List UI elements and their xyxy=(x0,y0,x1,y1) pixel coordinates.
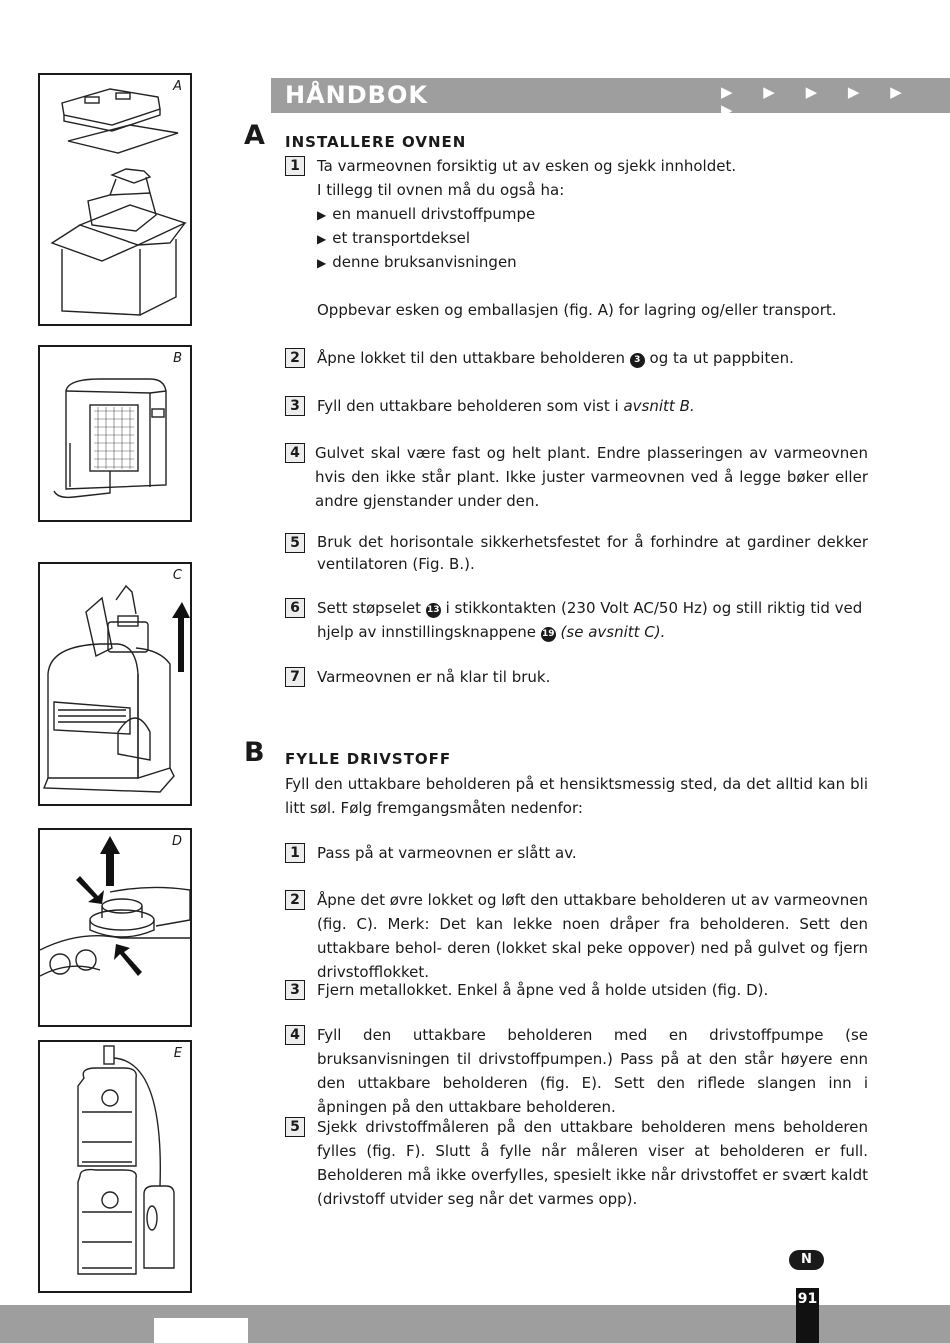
language-badge: N xyxy=(789,1250,824,1270)
step-number: 2 xyxy=(285,890,305,910)
fuel-pump-tanks-illustration xyxy=(40,1042,190,1291)
header-bar xyxy=(271,78,950,119)
step-text xyxy=(317,596,877,644)
page-title: HÅNDBOK xyxy=(285,81,428,109)
page-number: 91 xyxy=(796,1288,819,1343)
box-unpacking-illustration xyxy=(40,75,190,324)
step-number: 5 xyxy=(285,1117,305,1137)
step-number: 7 xyxy=(285,667,305,687)
figure-letter: C xyxy=(172,568,182,583)
step-number: 3 xyxy=(285,396,305,416)
figure-a xyxy=(38,73,192,326)
figure-c xyxy=(38,562,192,806)
figure-e xyxy=(38,1040,192,1293)
figure-b xyxy=(38,345,192,522)
bullet-item: ▶ denne bruksanvisningen xyxy=(317,250,517,275)
step-text: Sjekk drivstoffmåleren på den uttakbare beholderen mens beholderen fylles (fig. F). Slutt å fylle når måleren viser at beholderen er full. Beholderen må ikke overfylles, spesielt ikke når drivstoffet er svært kaldt (drivstoff utvider seg når det varmes opp). xyxy=(317,1118,868,1208)
ref-number-icon: 13 xyxy=(426,603,441,618)
step-text: Pass på at varmeovnen er slått av. xyxy=(317,844,577,862)
cap-removal-illustration xyxy=(40,830,190,1025)
heater-rear-view-illustration xyxy=(40,347,190,520)
step-text-part: Sett støpselet xyxy=(317,599,421,617)
section-reference: (se avsnitt C). xyxy=(560,623,666,641)
figure-letter: D xyxy=(171,834,182,849)
step-text xyxy=(317,394,877,418)
tank-removal-illustration xyxy=(40,564,190,804)
ref-number-icon: 19 xyxy=(541,627,556,642)
section-reference: avsnitt B. xyxy=(623,397,695,415)
step-text: Fyll den uttakbare beholderen med en drivstoffpumpe (se bruksanvisningen til drivstoffpumpen.) Pass på at den står høyere enn den uttakbare beholderen (fig. E). Sett den riflede slangen inn i åpningen på den uttakbare beholderen. xyxy=(317,1026,868,1116)
section-letter-a: A xyxy=(244,120,265,151)
step-text: Varmeovnen er nå klar til bruk. xyxy=(317,668,551,686)
figure-letter: E xyxy=(173,1046,182,1061)
step-number: 4 xyxy=(285,1025,305,1045)
step-text-part: i stikkontakten (230 Volt AC/50 Hz) og still riktig tid ved hjelp av innstillingsknappene xyxy=(317,599,863,641)
figure-letter: B xyxy=(173,351,182,366)
step-text: Gulvet skal være fast og helt plant. Endre plasseringen av varmeovnen hvis den ikke står plant. Ikke juster varmeovnen ved å legge bøker eller andre gjenstander under den. xyxy=(315,444,868,510)
step-text: Fjern metallokket. Enkel å åpne ved å holde utsiden (fig. D). xyxy=(317,981,769,999)
bullet-item: ▶ en manuell drivstoffpumpe xyxy=(317,202,535,227)
section-title-b: FYLLE DRIVSTOFF xyxy=(285,750,452,768)
step-text-part: Fyll den uttakbare beholderen som vist i xyxy=(317,397,619,415)
section-title-a: INSTALLERE OVNEN xyxy=(285,133,467,151)
step-number: 2 xyxy=(285,348,305,368)
step-text: Åpne det øvre lokket og løft den uttakbare beholderen ut av varmeovnen (fig. C). Merk: Det kan lekke noen dråper fra beholderen. Sett den uttakbare behol- deren (lokket skal peke oppover) ned på gulvet og fjern drivstofflokket. xyxy=(317,891,868,981)
step-number: 4 xyxy=(285,443,305,463)
figure-d xyxy=(38,828,192,1027)
step-number: 1 xyxy=(285,843,305,863)
step-number: 5 xyxy=(285,533,305,553)
step-number: 1 xyxy=(285,156,305,176)
step-text: Bruk det horisontale sikkerhetsfestet for å forhindre at gardiner dekker ventilatoren (Fig. B.). xyxy=(317,533,868,573)
step-text-part: Åpne lokket til den uttakbare beholderen xyxy=(317,349,625,367)
footer-white-block xyxy=(154,1318,248,1343)
step-text xyxy=(317,346,877,370)
ref-number-icon: 3 xyxy=(630,353,645,368)
step-text: Ta varmeovnen forsiktig ut av esken og sjekk innholdet. xyxy=(317,157,737,175)
section-letter-b: B xyxy=(244,737,265,768)
figure-letter: A xyxy=(173,79,182,94)
step-number: 6 xyxy=(285,598,305,618)
bullet-item: ▶ et transportdeksel xyxy=(317,226,470,251)
step-text: Oppbevar esken og emballasjen (fig. A) for lagring og/eller transport. xyxy=(317,301,837,319)
section-intro: Fyll den uttakbare beholderen på et hensiktsmessig sted, da det alltid kan bli litt søl. Følg fremgangsmåten nedenfor: xyxy=(285,775,868,817)
arrow-decoration-icon: ▶ ▶ ▶ ▶ ▶ ▶ xyxy=(721,83,915,119)
step-text-part: og ta ut pappbiten. xyxy=(649,349,794,367)
step-text: I tillegg til ovnen må du også ha: xyxy=(317,181,565,199)
step-number: 3 xyxy=(285,980,305,1000)
